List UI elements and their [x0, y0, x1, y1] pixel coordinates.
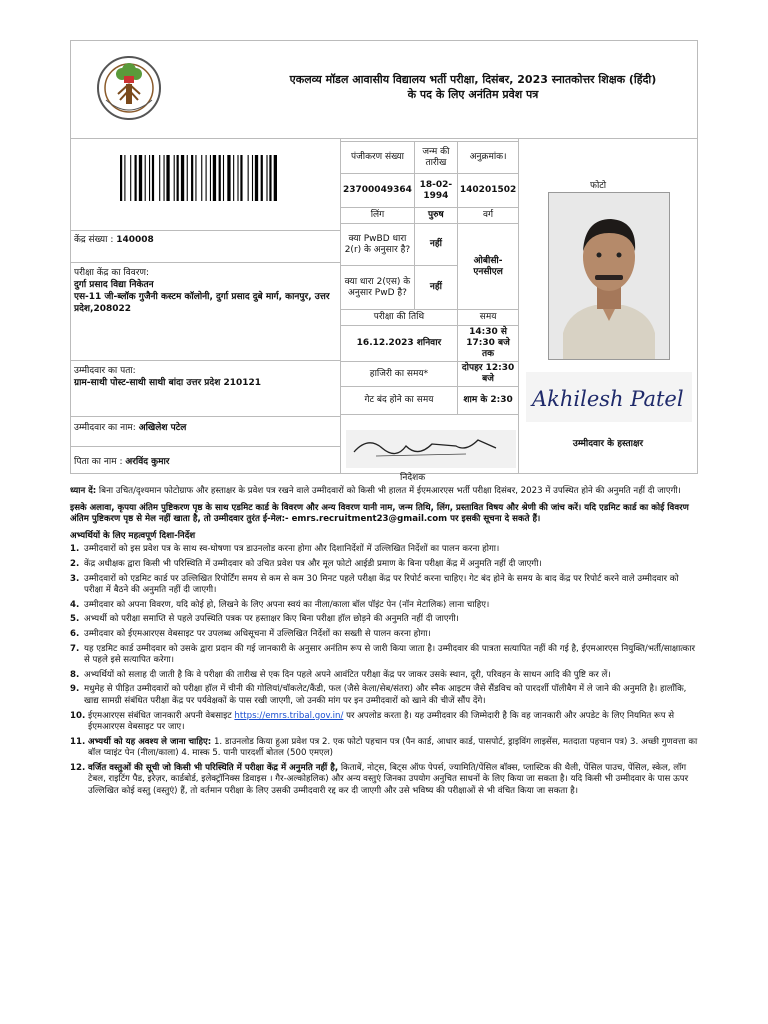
- instruction-item: [70, 574, 698, 597]
- instruction-item: [70, 763, 698, 798]
- instruction-item: [70, 684, 698, 707]
- instruction-number: 2.: [70, 558, 80, 569]
- instruction-text: यह एडमिट कार्ड उम्मीदवार को उसके द्वारा प्रदान की गई जानकारी के अनुसार अनंतिम रूप से जारी किया जाता है। उम्मीदवार की पात्रता सत्यापित नहीं की गई है, ईएमआरएस नियुक्ति/भर्ती/साक्षात्कार से पहले इसे सत्यापित करेगा।: [84, 643, 695, 666]
- director-label: निदेशक: [400, 473, 426, 483]
- emrs-website-link[interactable]: https://emrs.tribal.gov.in/: [234, 710, 344, 721]
- candidate-signature: [526, 372, 692, 422]
- instruction-text: मधुमेह से पीड़ित उम्मीदवारों को परीक्षा हॉल में चीनी की गोलियां/चॉकलेट/कैंडी, फल (जैसे केला/सेब/संतरा) और स्नैक आइटम जैसे सैंडविच को पारदर्शी पॉलीबैग में ले जाने की अनुमति है। हालाँकि, खाद्य सामग्री संबंधित परीक्षा केंद्र पर पर्यवेक्षकों के पास रखी जाएगी, जो उनकी मांग पर इन उम्मीदवारों को खाने की चीजें सौंप देंगे।: [84, 684, 687, 706]
- instruction-text: अभ्यर्थी को परीक्षा समाप्ति से पहले उपस्थिति पत्रक पर हस्ताक्षर किए बिना परीक्षा हॉल छोड़ने की अनुमति नहीं दी जाएगी।: [84, 614, 459, 625]
- instruction-number: 3.: [70, 573, 80, 584]
- barcode-icon: [120, 155, 318, 201]
- instruction-number: 10.: [70, 710, 86, 721]
- photo-label: फोटो: [590, 181, 607, 191]
- divider: [70, 262, 340, 263]
- candidate-info-table: पंजीकरण संख्या जन्म की तारीख अनुक्रमांक। 23700049364 18-02-1994 140201502 लिंग पुरुष वर्ग क्या PwBD धारा 2(r) के अनुसार है? नहीं ओबीसी-एनसीएल क्या धारा 2(एस) के अनुसार PwD है? नहीं परीक्षा की तिथि समय 16.12.2023 शनिवार 14:30 से 17:30 बजे तक हाजिरी का समय* दोपहर 12:30 बजे गेट बंद होने का समय शाम के 2:30: [340, 141, 519, 415]
- note-verify: इसके अलावा, कृपया अंतिम पुष्टिकरण पृष्ठ के साथ एडमिट कार्ड के विवरण और अन्य विवरण यानी नाम, जन्म तिथि, लिंग, प्रस्तावित विषय और श्रेणी की जांच करें। यदि एडमिट कार्ड का कोई विवरण अंतिम पुष्टिकरण पृष्ठ से मेल नहीं खाता है, तो उम्मीदवार तुरंत ई-मेल:- emrs.recruitment23@gmail.com पर इसकी सूचना दे सकते हैं।: [70, 502, 689, 525]
- instruction-item: [70, 711, 698, 734]
- instruction-text: उम्मीदवारों को इस प्रवेश पत्र के साथ स्व-घोषणा पत्र डाउनलोड करना होगा और दिशानिर्देशों में उल्लिखित निर्देशों का पालन करना होगा।: [84, 544, 500, 555]
- candidate-name: उम्मीदवार का नाम: अखिलेश पटेल: [74, 423, 187, 433]
- centre-code: केंद्र संख्या : 140008: [74, 235, 154, 245]
- instruction-text: केंद्र अधीक्षक द्वारा किसी भी परिस्थिति में उम्मीदवार को उचित प्रवेश पत्र और मूल फोटो आईडी प्रमाण के बिना परीक्षा केंद्र में अनुमति नहीं दी जाएगी।: [84, 558, 542, 569]
- instruction-item: [70, 737, 698, 760]
- centre-details: परीक्षा केंद्र का विवरण: दुर्गा प्रसाद विद्या निकेतन एस-11 जी-ब्लॉक गुजैनी कस्टम कॉलोनी, दुर्गा प्रसाद दुबे मार्ग, कानपुर, उत्तर प्रदेश,208022: [74, 268, 330, 314]
- instruction-text: ईएमआरएस संबंधित जानकारी अपनी वेबसाइट https://emrs.tribal.gov.in/ पर अपलोड करता है। यह उम्मीदवार की जिम्मेदारी है कि वह जानकारी और अपडेट के लिए नियमित रूप से ईएमआरएस वेबसाइट पर जाए।: [88, 710, 675, 733]
- emrs-logo-icon: [96, 50, 162, 134]
- instruction-item: [70, 629, 698, 641]
- instruction-number: 1.: [70, 544, 80, 555]
- instructions-list: [70, 544, 698, 797]
- instructions-heading: अभ्यर्थियों के लिए महत्वपूर्ण दिशा-निर्देश: [70, 530, 196, 541]
- divider: [70, 360, 340, 361]
- signature-label: उम्मीदवार के हस्ताक्षर: [572, 439, 644, 449]
- instruction-item: [70, 614, 698, 626]
- instruction-item: [70, 544, 698, 556]
- candidate-photo: [548, 192, 670, 360]
- svg-text:Akhilesh Patel: Akhilesh Patel: [532, 387, 684, 411]
- instruction-number: 9.: [70, 684, 80, 695]
- divider: [70, 416, 340, 417]
- note-photo: ध्यान दें: बिना उचित/दृश्यमान फोटोग्राफ और हस्ताक्षर के प्रवेश पत्र रखने वाले उम्मीदवारों को किसी भी हालत में ईएमआरएस भर्ती परीक्षा दिसंबर, 2023 में उपस्थित होने की अनुमति नहीं दी जाएगी।: [70, 486, 681, 496]
- instruction-number: 5.: [70, 614, 80, 625]
- divider: [70, 446, 340, 447]
- instruction-item: [70, 600, 698, 612]
- instruction-text: उम्मीदवार को अपना विवरण, यदि कोई हो, लिखने के लिए अपना स्वयं का नीला/काला बॉल पॉइंट पेन (नॉन मेटालिक) लाना चाहिए।: [84, 599, 490, 610]
- instruction-number: 6.: [70, 628, 80, 639]
- divider: [70, 138, 698, 139]
- instruction-number: 7.: [70, 643, 80, 654]
- director-signature: [346, 430, 516, 468]
- instruction-text: उम्मीदवारों को एडमिट कार्ड पर उल्लिखित रिपोर्टिंग समय से कम से कम 30 मिनट पहले परीक्षा केंद्र पर रिपोर्ट करना चाहिए। गेट बंद होने के समय के बाद केंद्र पर रिपोर्ट करने वाले उम्मीदवार को परीक्षा में बैठने की अनुमति नहीं दी जाएगी।: [84, 573, 679, 596]
- instruction-text: अभ्यर्थी को यह अवश्य ले जाना चाहिए: 1. डाउनलोड किया हुआ प्रवेश पत्र 2. एक फोटो पहचान पत्र (पैन कार्ड, आधार कार्ड, पासपोर्ट, ड्राइविंग लाइसेंस, मतदाता पहचान पत्र) 3. अच्छी गुणवत्ता का बॉल प्वाइंट पेन (नीला/काला) 4. मास्क 5. पानी पारदर्शी बोतल (500 एमएल): [88, 736, 698, 759]
- instruction-number: 12.: [70, 762, 86, 773]
- father-name: पिता का नाम : अरविंद कुमार: [74, 457, 170, 467]
- divider: [70, 230, 340, 231]
- candidate-address: उम्मीदवार का पता: ग्राम-साथी पोस्ट-साथी साथी बांदा उत्तर प्रदेश 210121: [74, 366, 262, 388]
- instruction-item: [70, 559, 698, 571]
- instruction-item: [70, 670, 698, 682]
- instruction-text: वर्जित वस्तुओं की सूची जो किसी भी परिस्थिति में परीक्षा केंद्र में अनुमति नहीं है, किताबें, नोट्स, बिट्स ऑफ पेपर्स, ज्यामिति/पेंसिल बॉक्स, प्लास्टिक की थैली, पेंसिल पाउच, पेंसिल, स्केल, लॉग टेबल, राइटिंग पैड, इरेज़र, कार्डबोर्ड, इलेक्ट्रॉनिक्स डिवाइस । गैर-अल्कोहलिक) और अन्य वस्तुएं जिनका उपयोग अनुचित साधनों के लिए किया जा सकता है। यदि किसी भी उम्मीदवार के पास ऊपर उल्लिखित कोई वस्तु (वस्तुएं) हैं, तो वर्तमान परीक्षा के लिए उसकी उम्मीदवारी रद्द कर दी जाएगी और उसे भविष्य की परीक्षाओं से भी वंचित किया जा सकता है।: [88, 762, 689, 797]
- instruction-number: 11.: [70, 736, 86, 747]
- page-title: एकलव्य मॉडल आवासीय विद्यालय भर्ती परीक्षा, दिसंबर, 2023 स्नातकोत्तर शिक्षक (हिंदी) के पद के लिए अनंतिम प्रवेश पत्र: [289, 73, 657, 101]
- instruction-item: [70, 644, 698, 667]
- instruction-text: उम्मीदवार को ईएमआरएस वेबसाइट पर उपलब्ध अधिसूचना में उल्लिखित निर्देशों का सख्ती से पालन करना होगा।: [84, 628, 431, 639]
- instructions-section: [70, 486, 698, 801]
- instruction-number: 4.: [70, 599, 80, 610]
- instruction-text: अभ्यर्थियों को सलाह दी जाती है कि वे परीक्षा की तारीख से एक दिन पहले अपने आवंटित परीक्षा केंद्र पर जाकर उसके स्थान, दूरी, परिवहन के साधन आदि की पुष्टि कर लें।: [84, 669, 611, 680]
- instruction-number: 8.: [70, 669, 80, 680]
